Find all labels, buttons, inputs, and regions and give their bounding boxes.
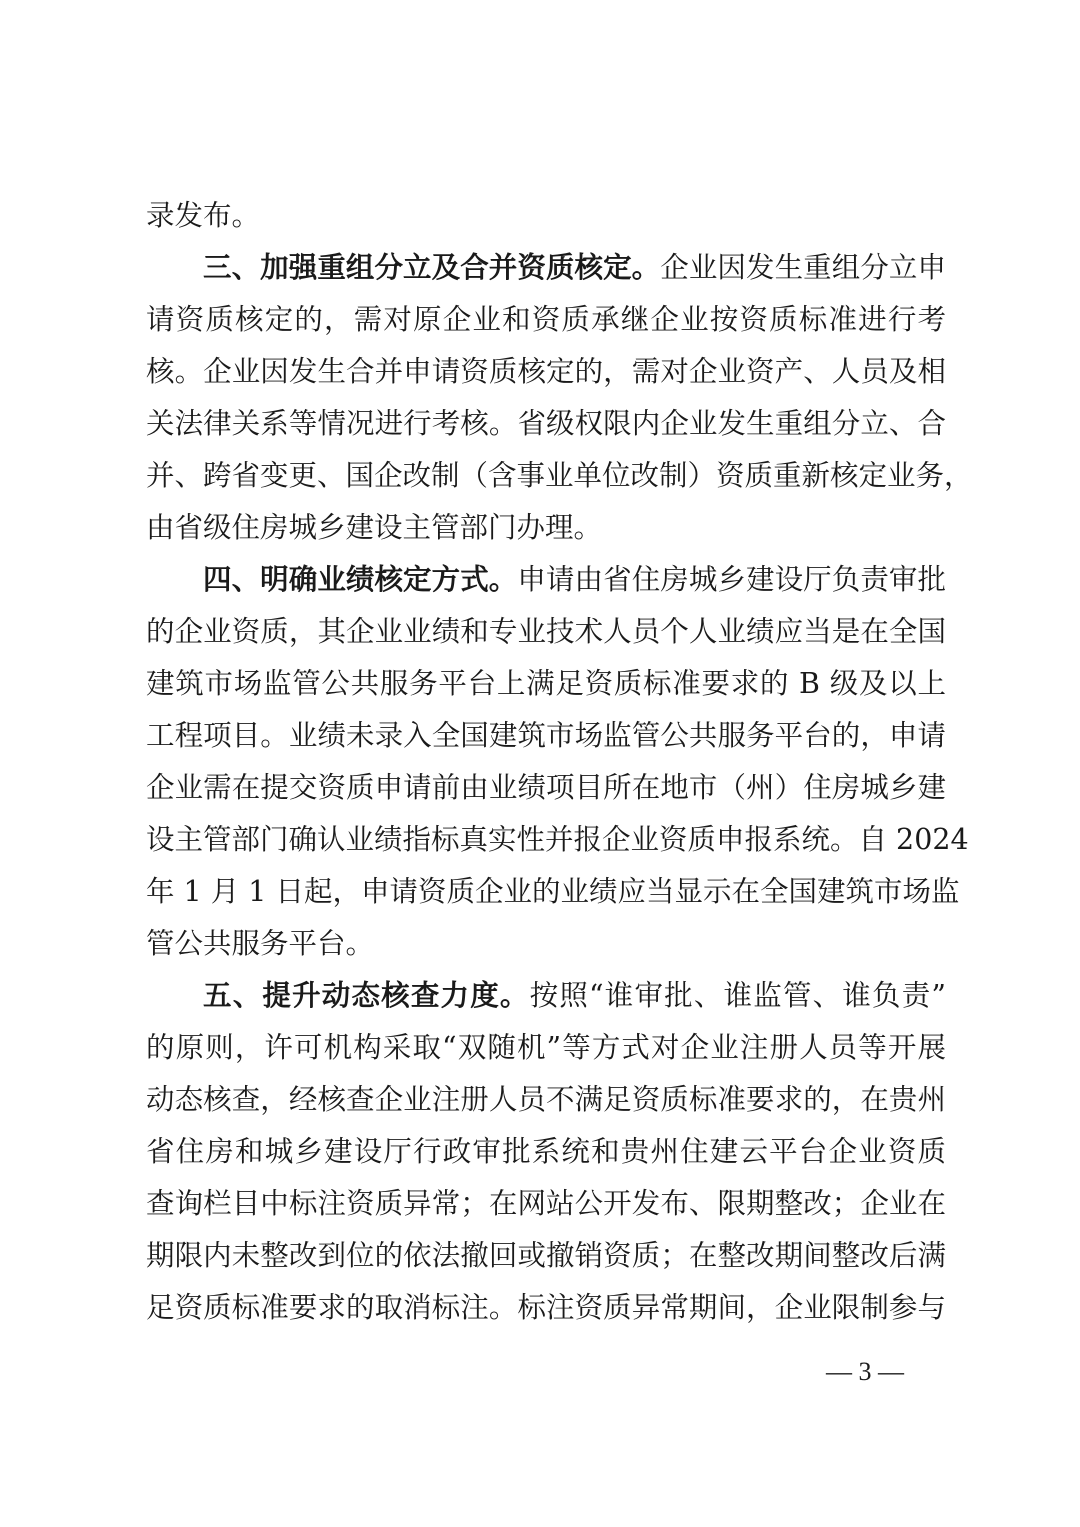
paragraph-line: 动态核查，经核查企业注册人员不满足资质标准要求的，在贵州: [146, 1083, 946, 1116]
paragraph-line: 录发布。: [146, 199, 261, 232]
section-heading: 四、明确业绩核定方式。: [203, 563, 518, 596]
paragraph-line: 并、跨省变更、国企改制（含事业单位改制）资质重新核定业务，: [146, 459, 973, 492]
section-three-heading-line: 三、加强重组分立及合并资质核定。企业因发生重组分立申: [203, 251, 946, 284]
paragraph-line: 企业需在提交资质申请前由业绩项目所在地市（州）住房城乡建: [146, 771, 946, 804]
paragraph-line: 的企业资质，其企业业绩和专业技术人员个人业绩应当是在全国: [146, 615, 946, 648]
paragraph-line: 工程项目。业绩未录入全国建筑市场监管公共服务平台的，申请: [146, 719, 946, 752]
paragraph-line: 的原则，许可机构采取“双随机”等方式对企业注册人员等开展: [146, 1031, 946, 1064]
paragraph-line: 期限内未整改到位的依法撤回或撤销资质；在整改期间整改后满: [146, 1239, 946, 1272]
section-heading: 五、提升动态核查力度。: [203, 979, 530, 1012]
paragraph-line: 设主管部门确认业绩指标真实性并报企业资质申报系统。自 2024: [146, 823, 969, 856]
paragraph-line: 关法律关系等情况进行考核。省级权限内企业发生重组分立、合: [146, 407, 946, 440]
paragraph-line: 管公共服务平台。: [146, 927, 375, 960]
paragraph-line: 查询栏目中标注资质异常；在网站公开发布、限期整改；企业在: [146, 1187, 946, 1220]
paragraph-line: 省住房和城乡建设厅行政审批系统和贵州住建云平台企业资质: [146, 1135, 946, 1168]
section-five-heading-line: 五、提升动态核查力度。按照“谁审批、谁监管、谁负责”: [203, 979, 946, 1012]
paragraph-line: 年 1 月 1 日起，申请资质企业的业绩应当显示在全国建筑市场监: [146, 875, 960, 908]
page-number: — 3 —: [826, 1357, 904, 1386]
paragraph-line: 核。企业因发生合并申请资质核定的，需对企业资产、人员及相: [146, 355, 946, 388]
section-four-heading-line: 四、明确业绩核定方式。申请由省住房城乡建设厅负责审批: [203, 563, 946, 596]
paragraph-line: 足资质标准要求的取消标注。标注资质异常期间，企业限制参与: [146, 1291, 946, 1324]
paragraph-line: 建筑市场监管公共服务平台上满足资质标准要求的 B 级及以上: [146, 667, 946, 700]
section-heading: 三、加强重组分立及合并资质核定。: [203, 251, 661, 284]
paragraph-line: 请资质核定的，需对原企业和资质承继企业按资质标准进行考: [146, 303, 946, 336]
paragraph-line: 由省级住房城乡建设主管部门办理。: [146, 511, 603, 544]
